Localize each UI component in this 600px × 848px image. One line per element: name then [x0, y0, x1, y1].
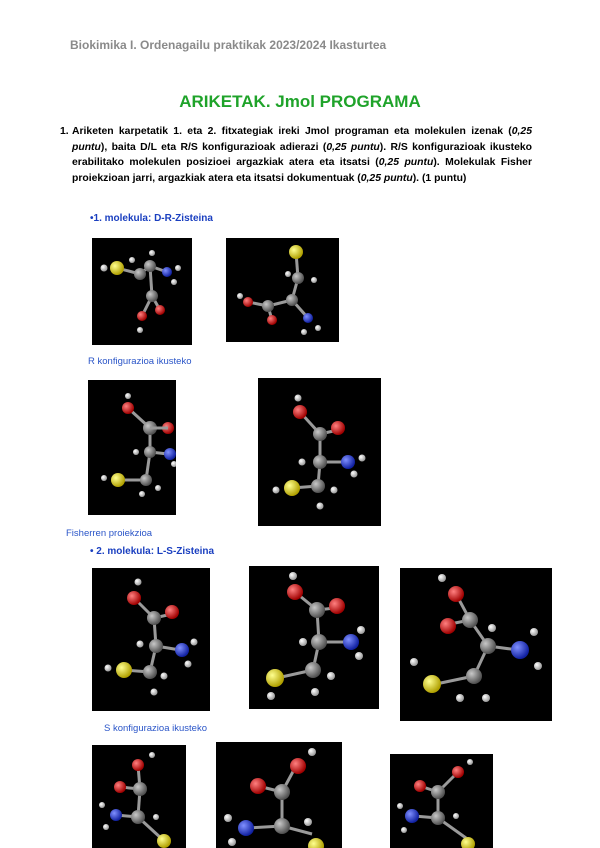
- points: 0,25 puntu: [378, 157, 434, 169]
- caption-fisher-projection: Fisherren proiekzioa: [66, 528, 153, 539]
- points: 0,25 puntu: [360, 172, 413, 184]
- exercise-text-part: ). (1 puntu): [412, 172, 467, 184]
- molecule-image: [88, 380, 176, 515]
- exercise-text-part: ). R/S konfigurazioak ikusteko erabilitako molekulen posizioei argazkiak atera eta itsatsi (: [72, 141, 532, 169]
- molecule-image: [216, 742, 342, 848]
- molecule-image: [258, 378, 381, 526]
- molecule-image: [249, 566, 379, 709]
- molecule-image: [226, 238, 339, 342]
- exercise-text: [60, 124, 533, 186]
- page-title: ARIKETAK. Jmol PROGRAMA: [179, 92, 421, 111]
- molecule-image: [92, 568, 210, 711]
- page-header: Biokimika I. Ordenagailu praktikak 2023/2024 Ikasturtea: [70, 38, 387, 52]
- exercise-number: 1.: [60, 126, 69, 137]
- caption-s-configuration: S konfigurazioa ikusteko: [104, 723, 207, 734]
- points: 0,25 puntu: [72, 126, 532, 153]
- molecule-image: [92, 745, 186, 848]
- exercise-text-part: Ariketen karpetatik 1. eta 2. fitxategiak ireki Jmol programan eta molekulen izenak (: [72, 126, 512, 137]
- exercise-text-part: ). Molekulak Fisher proiekzioan jarri, argazkiak atera eta itsatsi dokumentuak (: [72, 157, 533, 184]
- exercise-text-part: ), baita D/L eta R/S konfigurazioak adierazi (: [100, 141, 327, 153]
- molecule-image: [400, 568, 552, 721]
- molecule-1-label: •1. molekula: D-R-Zisteina: [90, 213, 213, 224]
- molecule-image: [390, 754, 493, 848]
- caption-r-configuration: R konfigurazioa ikusteko: [88, 356, 192, 367]
- molecule-2-label: • 2. molekula: L-S-Zisteina: [90, 546, 215, 557]
- points: 0,25 puntu: [326, 141, 380, 153]
- molecule-image: [92, 238, 192, 345]
